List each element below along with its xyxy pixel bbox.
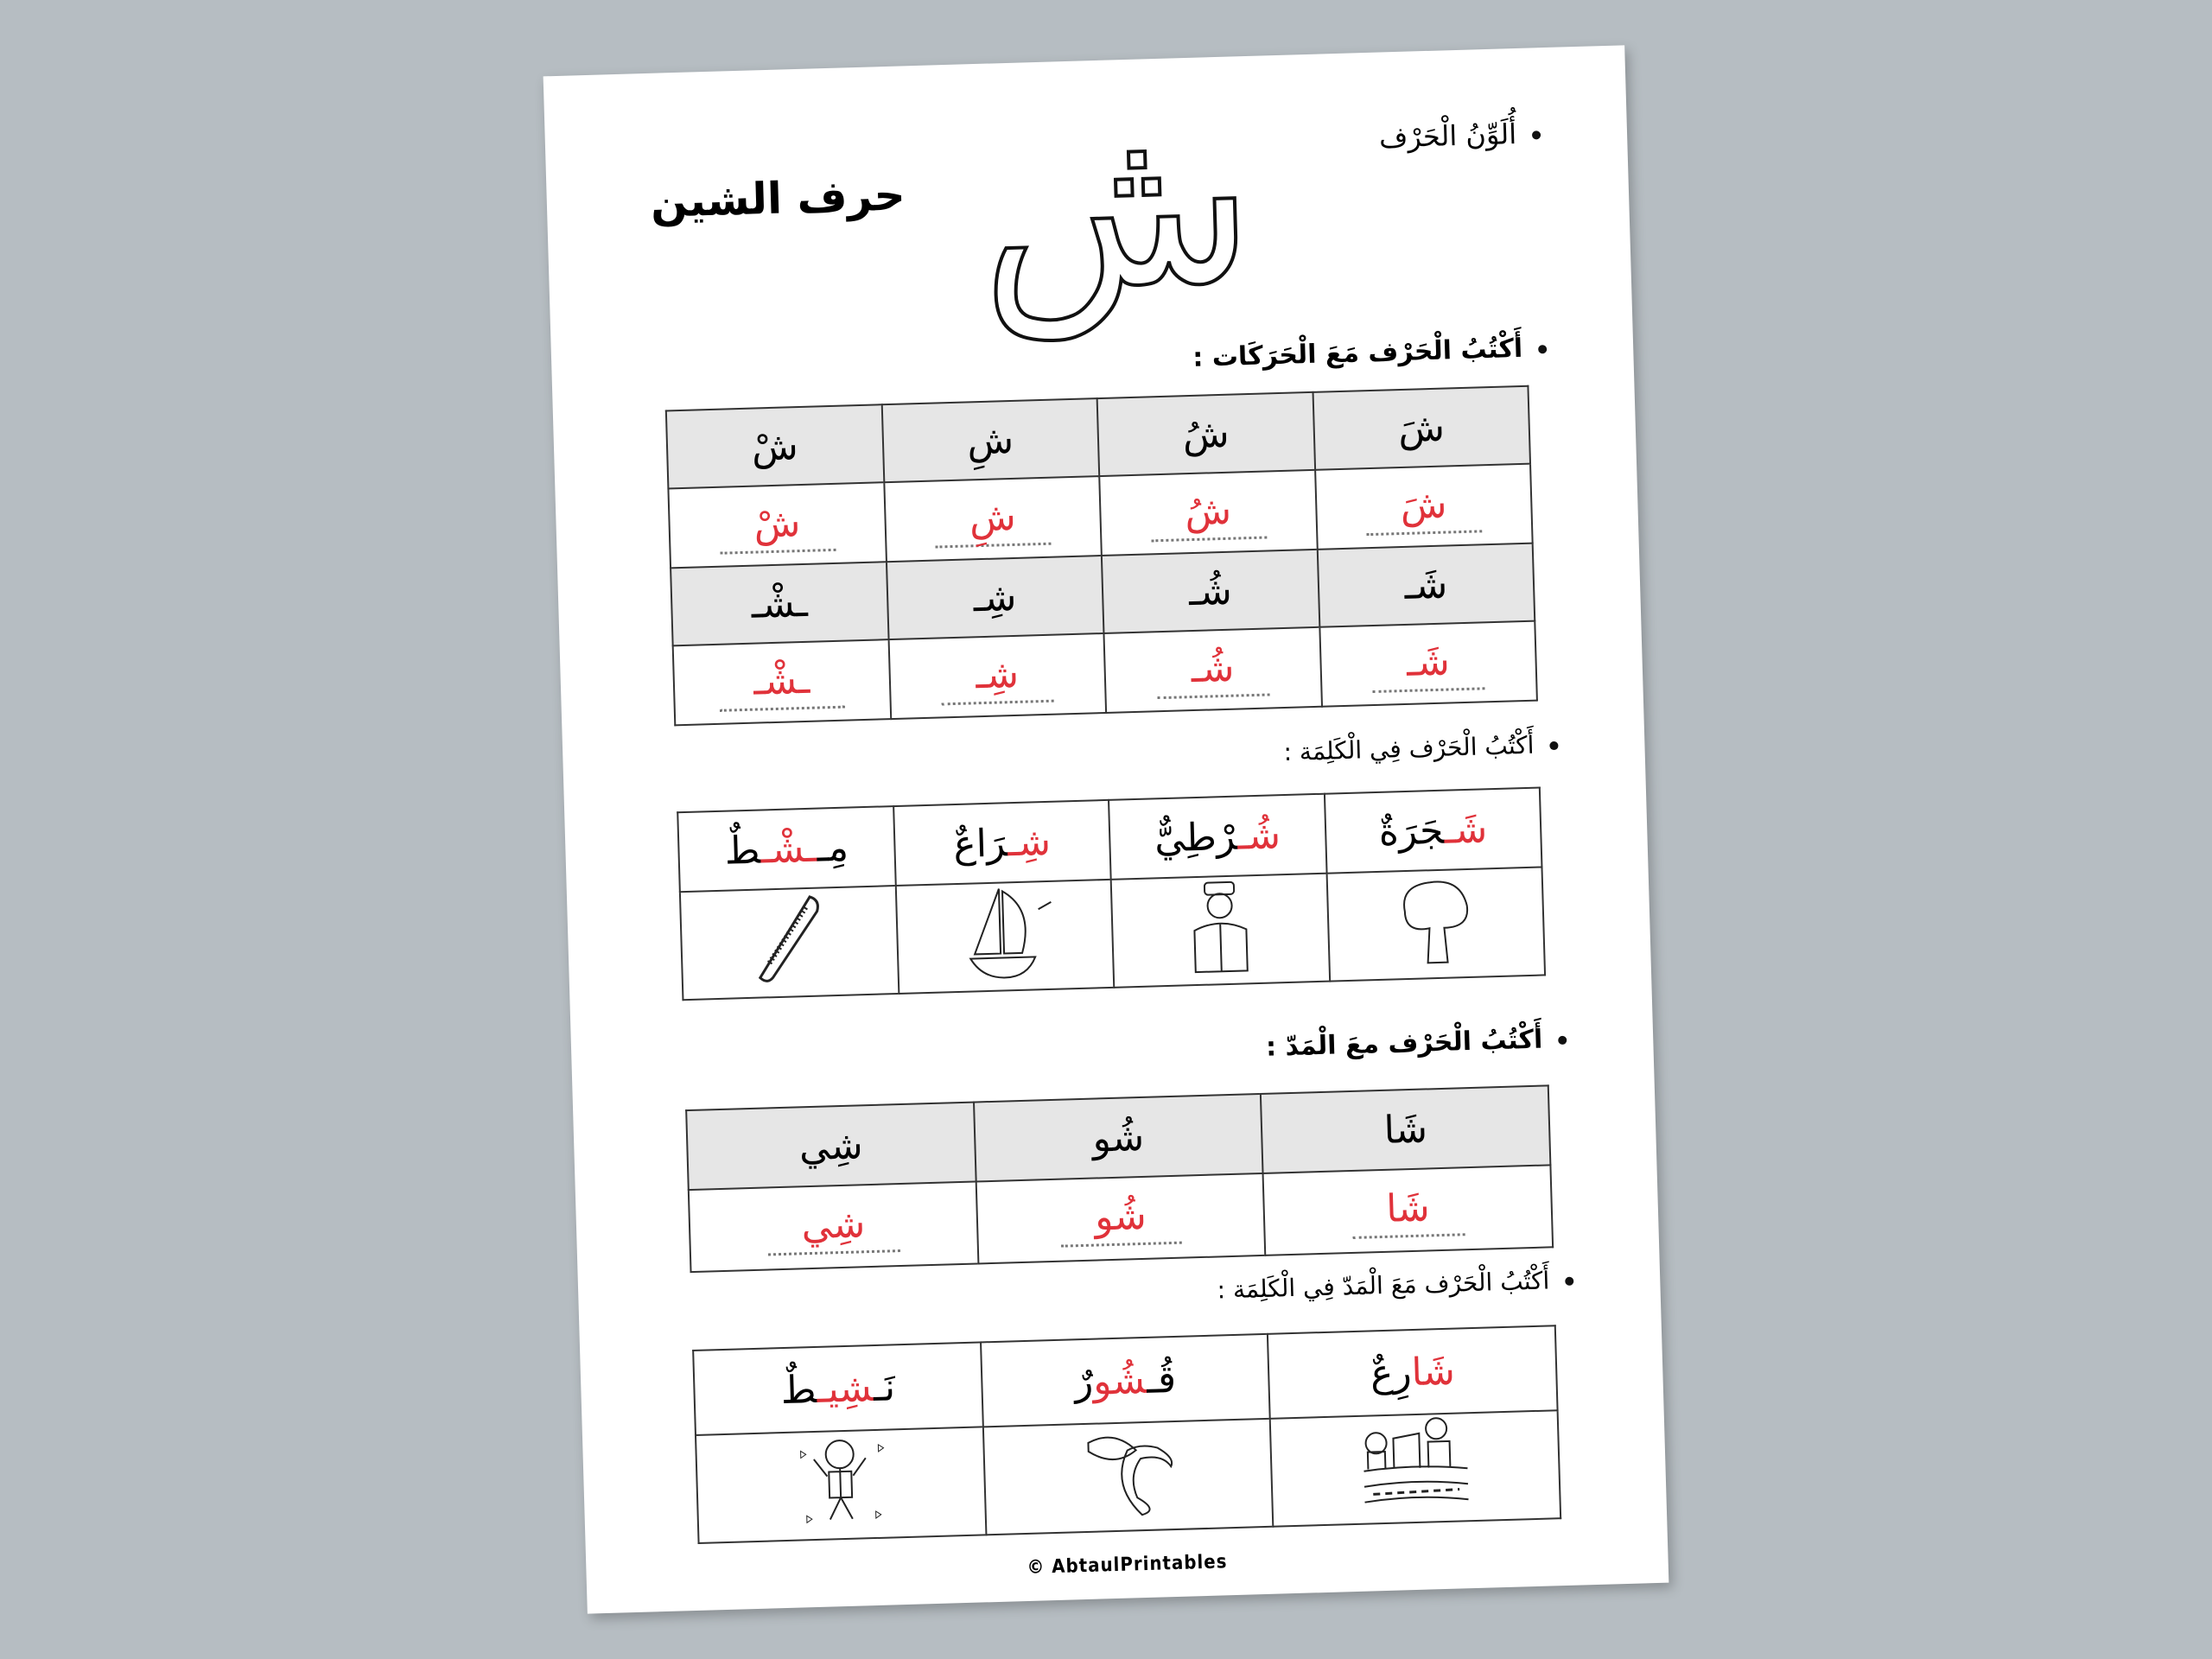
picture-cell: [1111, 874, 1330, 988]
cell: ـشْـ: [671, 562, 888, 645]
word-black: رَاعٌ: [952, 820, 1008, 867]
word-black: طٌ: [779, 1367, 818, 1413]
cell: شَـ: [1317, 543, 1535, 627]
word-red: ـشْـ: [760, 826, 818, 873]
word-cell: [677, 806, 895, 892]
cell: شُـ: [1102, 550, 1319, 633]
trace-cell[interactable]: [689, 1182, 978, 1273]
comb-icon: [723, 888, 855, 987]
cell: شُو: [974, 1094, 1263, 1182]
instruction-text: أُلَوِّنُ الْحَرْف: [1378, 117, 1517, 155]
word-red: شَـ: [1443, 806, 1488, 853]
word-red: شُـ: [1236, 812, 1281, 859]
copyright-footer: © AbtaulPrintables: [1027, 1551, 1228, 1579]
picture-cell: [696, 1427, 986, 1543]
trace-text: ـشْـ: [718, 653, 845, 711]
trace-cell[interactable]: [888, 633, 1106, 719]
bullet-icon: [1565, 1277, 1573, 1286]
cell: شَ: [1313, 386, 1530, 470]
heading-text: أَكْتُبُ الْحَرْف معَ الْمَدّ :: [1265, 1024, 1543, 1063]
madd-table: [685, 1084, 1554, 1273]
sailboat-icon: [938, 882, 1071, 981]
policeman-icon: [1154, 876, 1286, 975]
instruction-color: [1379, 117, 1541, 154]
word-black: قُـ: [1146, 1357, 1177, 1402]
word-red: شِيـ: [816, 1365, 874, 1412]
trace-cell[interactable]: [1319, 621, 1537, 707]
trace-cell[interactable]: [976, 1173, 1265, 1264]
trace-text: شِي: [766, 1198, 900, 1255]
word-cell: [1109, 794, 1326, 880]
words-table: [677, 787, 1546, 1001]
page-title: حرف الشين: [650, 169, 906, 227]
cell: شِـ: [886, 556, 1103, 639]
section4-heading: [1217, 1266, 1574, 1305]
trace-cell[interactable]: [1315, 464, 1533, 550]
cell: شِ: [881, 398, 1099, 482]
word-cell: [1268, 1325, 1557, 1419]
coloring-letter: ش: [975, 72, 1257, 341]
trace-text: شْ: [719, 496, 836, 554]
cell: شْ: [666, 404, 884, 488]
word-black: رٌ: [1074, 1359, 1094, 1404]
word-black: مِـ: [816, 825, 849, 871]
word-cell: [693, 1342, 982, 1435]
trace-text: شَـ: [1371, 635, 1485, 693]
heading-text: أَكْتُبُ الْحَرْف مَعَ الْمَدّ فِي الْكَلِمَة :: [1217, 1266, 1550, 1305]
cell: شُ: [1097, 392, 1315, 476]
trace-text: شَ: [1365, 478, 1482, 536]
heading-text: أَكْتُبُ الْحَرْف فِي الْكَلِمَة :: [1283, 730, 1535, 767]
word-red: شَا: [1410, 1349, 1456, 1395]
trace-text: شُـ: [1156, 641, 1270, 699]
word-black: رِعٌ: [1370, 1350, 1413, 1395]
word-cell: [981, 1334, 1270, 1427]
harakat-table: [665, 385, 1538, 727]
street-icon: [1349, 1414, 1481, 1513]
trace-cell[interactable]: [668, 482, 886, 568]
trace-cell[interactable]: [1103, 627, 1321, 713]
picture-cell: [680, 886, 899, 1000]
trace-text: شِ: [934, 490, 1051, 548]
banana-peel-icon: [1062, 1422, 1194, 1521]
bullet-icon: [1558, 1035, 1567, 1044]
tree-icon: [1370, 870, 1502, 969]
word-black: طٌ: [723, 828, 762, 874]
trace-cell[interactable]: [1099, 470, 1317, 556]
trace-text: شَا: [1351, 1181, 1465, 1239]
word-cell: [893, 800, 1111, 886]
word-black: جَرَةٌ: [1377, 808, 1446, 855]
picture-cell: [895, 880, 1114, 994]
madd-words-table: [692, 1325, 1561, 1544]
cell: شَا: [1261, 1085, 1550, 1173]
picture-cell: [1326, 867, 1545, 981]
section3-heading: [1266, 1024, 1567, 1063]
word-red: شُو: [1092, 1357, 1147, 1404]
active-child-icon: [774, 1431, 906, 1529]
picture-cell: [1270, 1410, 1560, 1527]
trace-text: شُو: [1059, 1190, 1181, 1248]
trace-cell[interactable]: [1263, 1165, 1553, 1255]
word-red: شِـ: [1007, 819, 1052, 865]
section2-heading: [1283, 730, 1559, 766]
trace-cell[interactable]: [673, 639, 891, 725]
section1-heading: [1192, 333, 1548, 373]
word-cell: [1324, 788, 1541, 874]
trace-text: شِـ: [940, 647, 1054, 705]
bullet-icon: [1549, 741, 1558, 750]
worksheet-page: [543, 45, 1669, 1613]
bullet-icon: [1532, 130, 1541, 139]
cell: شِي: [686, 1103, 976, 1191]
heading-text: أَكْتُبُ الْحَرْف مَعَ الْحَرَكَات :: [1192, 333, 1523, 373]
word-black: رْطِيٌّ: [1154, 814, 1238, 861]
word-black: نَـ: [873, 1364, 896, 1410]
trace-cell[interactable]: [884, 476, 1102, 562]
trace-text: شُ: [1150, 484, 1267, 542]
bullet-icon: [1538, 345, 1547, 353]
picture-cell: [983, 1419, 1274, 1535]
